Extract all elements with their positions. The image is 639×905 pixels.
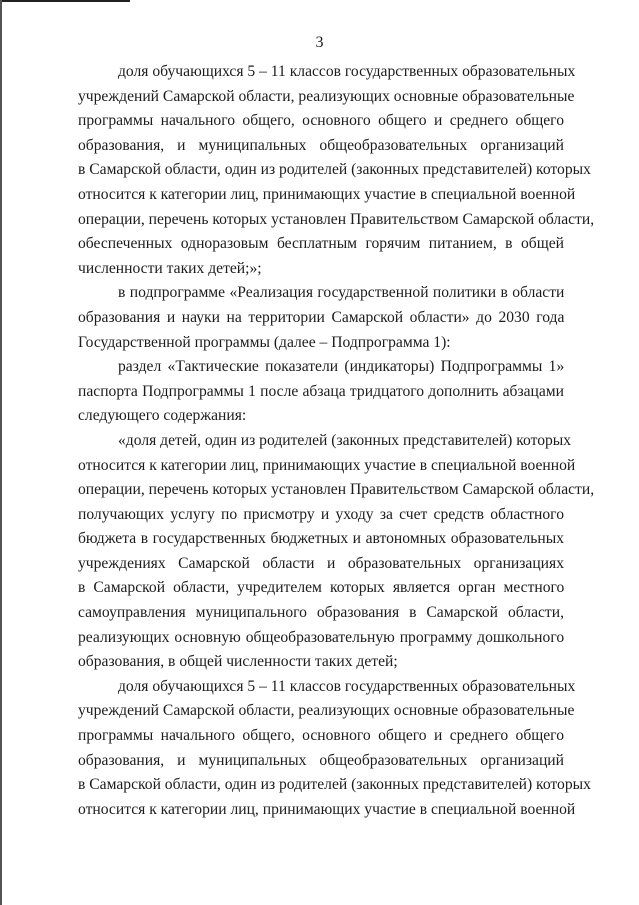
text-line: следующего содержания:	[78, 407, 247, 425]
text-line: образования и науки на территории Самарской области» до 2030 года	[78, 308, 565, 326]
text-line: операции, перечень которых установлен Правительством Самарской области,	[78, 481, 595, 499]
text-line: Государственной программы (далее – Подпрограмма 1):	[78, 333, 451, 351]
text-line: в Самарской области, один из родителей (законных представителей) которых	[78, 776, 591, 794]
document-body	[78, 60, 595, 822]
text-line: численности таких детей;»;	[78, 259, 262, 277]
text-line: относится к категории лиц, принимающих участие в специальной военной	[78, 185, 576, 203]
text-line: получающих услугу по присмотру и уходу за счет средств областного	[78, 505, 564, 523]
text-line: учреждениях Самарской области и образовательных организациях	[78, 554, 564, 572]
paragraph-subprogram-reference	[78, 281, 564, 355]
text-line: относится к категории лиц, принимающих участие в специальной военной	[78, 800, 576, 818]
text-line: образования, и муниципальных общеобразовательных организаций	[78, 136, 564, 154]
text-line: паспорта Подпрограммы 1 после абзаца тридцатого дополнить абзацами	[78, 382, 564, 400]
page-number: 3	[315, 34, 324, 51]
text-line: образования, в общей численности таких детей;	[78, 653, 398, 671]
text-line: самоуправления муниципального образования в Самарской области,	[78, 604, 564, 622]
text-line: обеспеченных одноразовым бесплатным горячим питанием, в общей	[78, 235, 564, 253]
paragraph-section-amendment	[78, 355, 564, 429]
scan-edge-top	[0, 0, 130, 2]
text-line: в Самарской области, один из родителей (законных представителей) которых	[78, 161, 591, 179]
text-line: бюджета в государственных бюджетных и автономных образовательных	[78, 530, 565, 548]
text-line: раздел «Тактические показатели (индикаторы) Подпрограммы 1»	[118, 358, 565, 376]
text-line: программы начального общего, основного общего и среднего общего	[78, 727, 564, 745]
text-line: образования, и муниципальных общеобразовательных организаций	[78, 751, 564, 769]
text-line: в Самарской области, учредителем которых является орган местного	[78, 579, 565, 597]
scan-edge-left	[0, 0, 2, 905]
text-line: в подпрограмме «Реализация государственной политики в области	[118, 284, 565, 302]
text-line: учреждений Самарской области, реализующих основные образовательные	[78, 702, 575, 720]
text-line: доля обучающихся 5 – 11 классов государственных образовательных	[118, 677, 576, 695]
paragraph-school-meals-indicator	[78, 675, 591, 823]
text-line: программы начального общего, основного общего и среднего общего	[78, 112, 564, 130]
text-line: относится к категории лиц, принимающих участие в специальной военной	[78, 456, 576, 474]
paragraph-preschool-indicator	[78, 429, 595, 675]
text-line: реализующих основную общеобразовательную программу дошкольного	[78, 628, 565, 646]
text-line: учреждений Самарской области, реализующих основные образовательные	[78, 87, 575, 105]
text-line: «доля детей, один из родителей (законных представителей) которых	[118, 431, 572, 449]
text-line: доля обучающихся 5 – 11 классов государственных образовательных	[118, 63, 576, 80]
text-line: операции, перечень которых установлен Правительством Самарской области,	[78, 210, 595, 228]
paragraph-hot-meals-indicator	[78, 60, 595, 281]
